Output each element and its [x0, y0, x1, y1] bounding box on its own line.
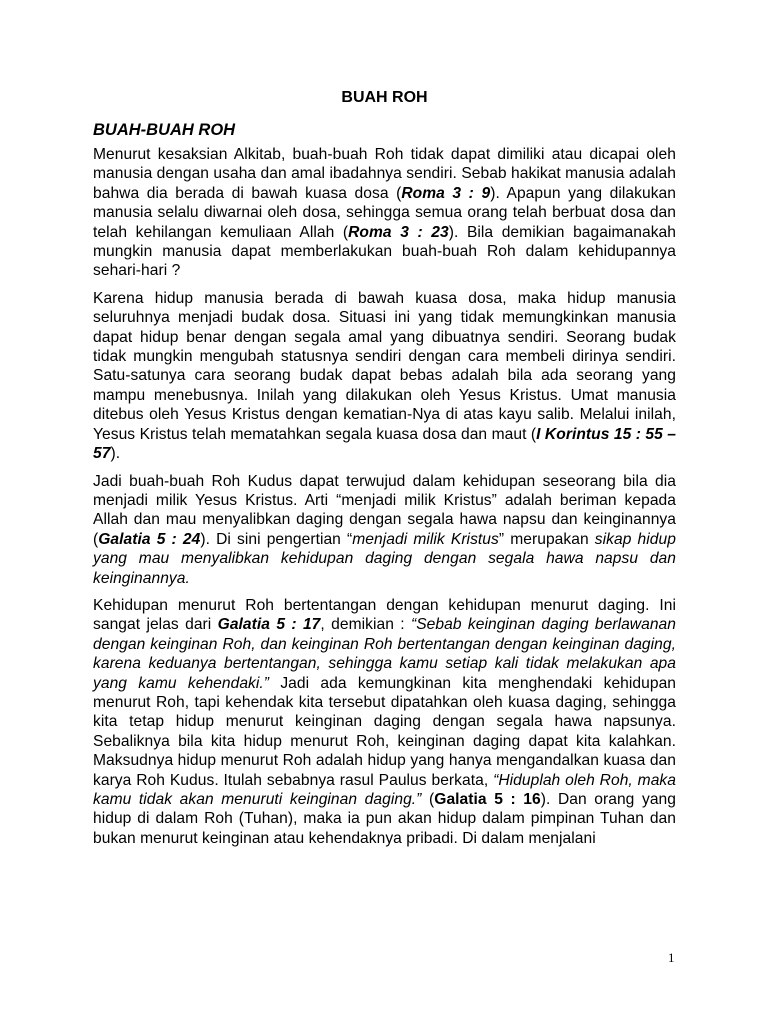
- emphasis-run: Galatia 5 : 16: [434, 791, 541, 808]
- emphasis-run: Galatia 5 : 17: [217, 616, 321, 634]
- emphasis-run: Roma 3 : 9: [401, 184, 491, 202]
- page-number: 1: [668, 950, 675, 965]
- emphasis-run: I Korintus 15 : 55 – 57: [93, 425, 677, 463]
- emphasis-run: “Hiduplah oleh Roh, maka kamu tidak akan menuruti keinginan daging.”: [93, 771, 676, 808]
- paragraph-1: Menurut kesaksian Alkitab, buah-buah Roh tidak dapat dimiliki atau dicapai oleh manusia dengan usaha dan amal ibadahnya sendiri. Sebab hakikat manusia adalah bahwa dia berada di bawah kuasa dosa (Roma 3 : 9). Apapun yang dilakukan manusia selalu diwarnai oleh dosa, sehingga semua orang telah berbuat dosa dan telah kehilangan kemuliaan Allah (Roma 3 : 23). Bila demikian bagaimanakah mungkin manusia dapat memberlakukan buah-buah Roh dalam kehidupannya sehari-hari ?: [93, 146, 677, 280]
- document-page: [93, 88, 676, 856]
- document-title: BUAH ROH: [341, 89, 428, 106]
- paragraph-3: Jadi buah-buah Roh Kudus dapat terwujud dalam kehidupan seseorang bila dia menjadi milik Yesus Kristus. Arti “menjadi milik Kristus” adalah beriman kepada Allah dan mau menyalibkan daging dengan segala hawa napsu dan keinginannya (Galatia 5 : 24). Di sini pengertian “menjadi milik Kristus” merupakan sikap hidup yang mau menyalibkan kehidupan daging dengan segala hawa napsu dan keinginannya.: [93, 472, 676, 587]
- emphasis-run: menjadi milik Kristus: [352, 530, 499, 548]
- emphasis-run: sikap hidup yang mau menyalibkan kehidupan daging dengan segala hawa napsu dan keinginannya.: [93, 530, 676, 587]
- emphasis-run: “Sebab keinginan daging berlawanan dengan keinginan Roh, dan keinginan Roh bertentangan dengan keinginan daging, karena keduanya bertentangan, sehingga kamu setiap kali tidak melakukan apa yang kamu kehendaki.”: [93, 616, 677, 692]
- paragraph-2: Karena hidup manusia berada di bawah kuasa dosa, maka hidup manusia seluruhnya menjadi budak dosa. Situasi ini yang tidak memungkinkan manusia dapat hidup benar dengan segala amal yang dibuatnya sendiri. Seorang budak tidak mungkin mengubah statusnya sendiri dengan cara membeli dirinya sendiri. Satu-satunya cara seorang budak dapat bebas adalah bila ada seorang yang mampu menebusnya. Inilah yang dilakukan oleh Yesus Kristus. Umat manusia ditebus oleh Yesus Kristus dengan kematian-Nya di atas kayu salib. Melalui inilah, Yesus Kristus telah mematahkan segala kuasa dosa dan maut (I Korintus 15 : 55 – 57).: [93, 289, 677, 463]
- emphasis-run: Galatia 5 : 24: [98, 530, 201, 548]
- paragraph-4: Kehidupan menurut Roh bertentangan dengan kehidupan menurut daging. Ini sangat jelas dari Galatia 5 : 17, demikian : “Sebab keinginan daging berlawanan dengan keinginan Roh, dan keinginan Roh bertentangan dengan keinginan daging, karena keduanya bertentangan, sehingga kamu setiap kali tidak melakukan apa yang kamu kehendaki.” Jadi ada kemungkinan kita menghendaki kehidupan menurut Roh, tapi kehendak kita tersebut dipatahkan oleh kuasa daging, sehingga kita tetap hidup menurut keinginan daging dengan segala hawa napsunya. Sebaliknya bila kita hidup menurut Roh, keinginan daging dapat kita kalahkan. Maksudnya hidup menurut Roh adalah hidup yang hanya mengandalkan kuasa dan karya Roh Kudus. Itulah sebabnya rasul Paulus berkata, “Hiduplah oleh Roh, maka kamu tidak akan menuruti keinginan daging.” (Galatia 5 : 16). Dan orang yang hidup di dalam Roh (Tuhan), maka ia pun akan hidup dalam pimpinan Tuhan dan bukan menurut keinginan atau kehendaknya pribadi. Di dalam menjalani: [93, 596, 677, 847]
- section-heading: BUAH-BUAH ROH: [93, 121, 236, 139]
- emphasis-run: Roma 3 : 23: [348, 223, 449, 241]
